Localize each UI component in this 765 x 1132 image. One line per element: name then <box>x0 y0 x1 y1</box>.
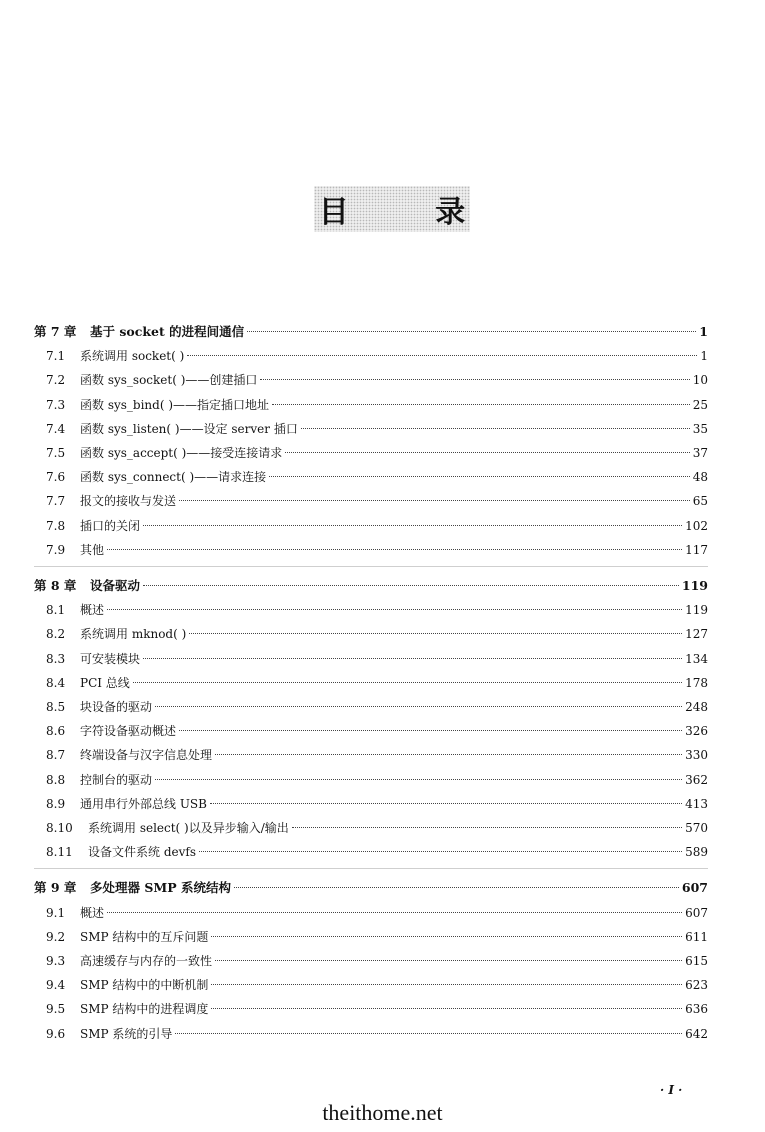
section-entry-title: SMP 结构中的进程调度 <box>80 1002 209 1017</box>
chapter-entry[interactable] <box>34 876 708 900</box>
section-entry-page: 636 <box>685 1002 708 1017</box>
section-entry-number: 8.5 <box>46 700 66 714</box>
section-entry-page: 413 <box>685 796 708 811</box>
section-entry[interactable] <box>34 368 708 392</box>
section-entry[interactable] <box>34 344 708 368</box>
dot-leader <box>211 936 682 937</box>
toc-title: 目 录 <box>318 195 504 230</box>
section-entry-number: 9.1 <box>46 905 66 920</box>
chapter-separator <box>34 566 708 567</box>
section-entry-title: 高速缓存与内存的一致性 <box>80 954 213 968</box>
section-entry[interactable] <box>34 1022 708 1046</box>
chapter-entry-page: 607 <box>681 880 708 896</box>
section-entry-number: 9.6 <box>46 1026 66 1041</box>
section-entry-title: SMP 结构中的互斥问题 <box>80 929 209 944</box>
dot-leader <box>210 803 682 804</box>
dot-leader <box>211 984 682 985</box>
section-entry-page: 611 <box>685 929 708 944</box>
section-entry[interactable] <box>34 949 708 973</box>
section-entry-page: 35 <box>692 421 708 436</box>
dot-leader <box>272 404 690 405</box>
section-entry[interactable] <box>34 441 708 465</box>
section-entry[interactable] <box>34 489 708 513</box>
dot-leader <box>199 851 682 852</box>
section-entry[interactable] <box>34 840 708 864</box>
section-entry-number: 7.5 <box>46 446 66 460</box>
chapter-entry[interactable] <box>34 320 708 344</box>
section-entry-page: 1 <box>700 349 708 364</box>
section-entry-number: 9.4 <box>46 978 66 993</box>
section-entry-page: 607 <box>685 905 708 920</box>
section-entry-title: 系统调用 mknod( ) <box>80 627 187 642</box>
chapter-entry-number: 第 8 章 <box>34 578 77 593</box>
chapter-entry-page: 1 <box>699 324 708 339</box>
chapter-entry-title: 多处理器 SMP 系统结构 <box>90 880 231 896</box>
section-entry-title: 函数 sys_accept( )——接受连接请求 <box>80 446 283 460</box>
section-entry-title: 系统调用 socket( ) <box>80 349 185 364</box>
dot-leader <box>215 754 682 755</box>
section-entry-title: 函数 sys_connect( )——请求连接 <box>80 470 267 485</box>
section-entry-title: SMP 系统的引导 <box>80 1026 173 1041</box>
dot-leader <box>189 633 682 634</box>
section-entry-title: PCI 总线 <box>80 675 130 690</box>
section-entry[interactable] <box>34 768 708 792</box>
dot-leader <box>107 912 682 913</box>
section-entry-number: 8.6 <box>46 724 66 739</box>
section-entry-page: 65 <box>692 494 708 509</box>
section-entry[interactable] <box>34 598 708 622</box>
section-entry-page: 117 <box>685 542 708 557</box>
section-entry-page: 102 <box>685 518 708 533</box>
section-entry-page: 330 <box>685 748 708 763</box>
section-entry[interactable] <box>34 465 708 489</box>
section-entry-title: 设备文件系统 devfs <box>88 845 196 860</box>
dot-leader <box>247 331 696 332</box>
section-entry-page: 326 <box>685 724 708 739</box>
dot-leader <box>179 730 682 731</box>
section-entry[interactable] <box>34 417 708 441</box>
section-entry-number: 8.1 <box>46 603 66 618</box>
dot-leader <box>260 379 689 380</box>
section-entry-page: 10 <box>692 373 708 388</box>
section-entry[interactable] <box>34 393 708 417</box>
section-entry-number: 8.9 <box>46 796 66 811</box>
section-entry-page: 623 <box>685 978 708 993</box>
section-entry-page: 362 <box>685 772 708 787</box>
section-entry-number: 8.2 <box>46 627 66 642</box>
section-entry[interactable] <box>34 514 708 538</box>
dot-leader <box>143 585 679 586</box>
section-entry[interactable] <box>34 925 708 949</box>
section-entry-number: 7.1 <box>46 349 66 364</box>
dot-leader <box>285 452 689 453</box>
section-entry-title: 插口的关闭 <box>80 518 141 533</box>
dot-leader <box>234 887 679 888</box>
section-entry-title: 函数 sys_listen( )——设定 server 插口 <box>80 421 298 436</box>
section-entry-page: 615 <box>685 954 708 968</box>
dot-leader <box>107 609 682 610</box>
section-entry-title: SMP 结构中的中断机制 <box>80 978 209 993</box>
section-entry-page: 25 <box>692 397 708 412</box>
chapter-entry-title: 基于 socket 的进程间通信 <box>90 324 245 339</box>
dot-leader <box>187 355 697 356</box>
section-entry-number: 8.8 <box>46 772 66 787</box>
dot-leader <box>269 476 690 477</box>
section-entry-title: 可安装模块 <box>80 651 141 666</box>
section-entry-title: 概述 <box>80 905 105 920</box>
section-entry[interactable] <box>34 671 708 695</box>
dot-leader <box>215 960 682 961</box>
section-entry[interactable] <box>34 719 708 743</box>
section-entry-number: 8.11 <box>46 845 73 860</box>
section-entry-number: 7.9 <box>46 542 66 557</box>
dot-leader <box>107 549 682 550</box>
section-entry-page: 642 <box>685 1026 708 1041</box>
section-entry-title: 块设备的驱动 <box>80 700 153 714</box>
section-entry-number: 7.4 <box>46 421 66 436</box>
dot-leader <box>143 525 682 526</box>
section-entry-title: 字符设备驱动概述 <box>80 724 177 739</box>
toc-title-box <box>314 186 504 232</box>
section-entry-page: 570 <box>685 821 708 835</box>
section-entry[interactable] <box>34 538 708 562</box>
section-entry-title: 其他 <box>80 542 105 557</box>
section-entry-number: 9.3 <box>46 954 66 968</box>
section-entry[interactable] <box>34 622 708 646</box>
section-entry-number: 7.7 <box>46 494 66 509</box>
section-entry-number: 7.8 <box>46 518 66 533</box>
section-entry-number: 7.3 <box>46 397 66 412</box>
section-entry-number: 9.5 <box>46 1002 66 1017</box>
section-entry[interactable] <box>34 997 708 1021</box>
chapter-entry-number: 第 9 章 <box>34 880 77 896</box>
section-entry-page: 248 <box>685 700 708 714</box>
section-entry-number: 9.2 <box>46 929 66 944</box>
section-entry-title: 报文的接收与发送 <box>80 494 177 509</box>
section-entry-title: 概述 <box>80 603 105 618</box>
section-entry-page: 48 <box>692 470 708 485</box>
section-entry[interactable] <box>34 792 708 816</box>
section-entry-title: 控制台的驱动 <box>80 772 153 787</box>
section-entry[interactable] <box>34 743 708 767</box>
section-entry-page: 127 <box>685 627 708 642</box>
section-entry[interactable] <box>34 695 708 719</box>
section-entry[interactable] <box>34 901 708 925</box>
section-entry-title: 终端设备与汉字信息处理 <box>80 748 213 763</box>
section-entry-page: 119 <box>685 603 708 618</box>
chapter-entry-title: 设备驱动 <box>90 578 141 593</box>
chapter-separator <box>34 868 708 869</box>
section-entry-number: 8.3 <box>46 651 66 666</box>
dot-leader <box>133 682 682 683</box>
section-entry-page: 178 <box>685 675 708 690</box>
dot-leader <box>292 827 682 828</box>
dot-leader <box>175 1033 682 1034</box>
section-entry-title: 通用串行外部总线 USB <box>80 796 207 811</box>
footer-watermark: theithome.net <box>322 1100 443 1125</box>
section-entry-number: 7.6 <box>46 470 66 485</box>
dot-leader <box>143 658 682 659</box>
section-entry-number: 7.2 <box>46 373 66 388</box>
section-entry[interactable] <box>34 816 708 840</box>
page-number: · I · <box>660 1083 683 1097</box>
section-entry-title: 函数 sys_bind( )——指定插口地址 <box>80 397 270 412</box>
section-entry-title: 系统调用 select( )以及异步输入/输出 <box>88 821 289 835</box>
chapter-entry-page: 119 <box>681 578 708 593</box>
section-entry-page: 134 <box>685 651 708 666</box>
section-entry-page: 37 <box>692 446 708 460</box>
section-entry-page: 589 <box>685 845 708 860</box>
dot-leader <box>179 500 690 501</box>
section-entry-number: 8.7 <box>46 748 66 763</box>
dot-leader <box>211 1008 682 1009</box>
chapter-entry[interactable] <box>34 574 708 598</box>
section-entry-title: 函数 sys_socket( )——创建插口 <box>80 373 258 388</box>
dot-leader <box>155 779 682 780</box>
dot-leader <box>155 706 682 707</box>
section-entry-number: 8.10 <box>46 821 73 835</box>
section-entry[interactable] <box>34 973 708 997</box>
dot-leader <box>301 428 690 429</box>
section-entry-number: 8.4 <box>46 675 66 690</box>
chapter-entry-number: 第 7 章 <box>34 324 77 339</box>
section-entry[interactable] <box>34 647 708 671</box>
